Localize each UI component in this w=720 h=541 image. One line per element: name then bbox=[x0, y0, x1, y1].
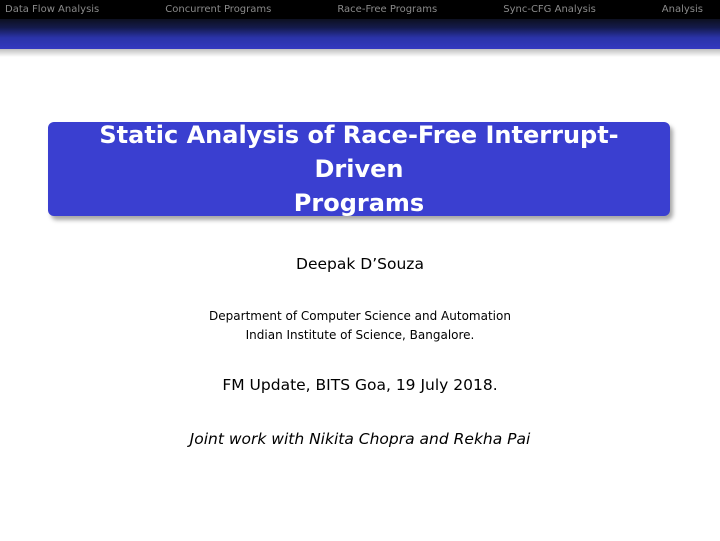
nav-item-concurrent-programs[interactable]: Concurrent Programs bbox=[165, 4, 272, 15]
header-gradient-band bbox=[0, 19, 720, 49]
header-band-shadow bbox=[0, 49, 720, 57]
nav-item-race-free-programs[interactable]: Race-Free Programs bbox=[337, 4, 438, 15]
section-navbar bbox=[0, 0, 720, 19]
nav-item-analysis[interactable]: Analysis bbox=[661, 4, 703, 15]
slide-title-line-1: Static Analysis of Race-Free Interrupt-Driven bbox=[99, 121, 619, 183]
slide-title bbox=[64, 118, 654, 220]
author-name: Deepak D’Souza bbox=[296, 255, 424, 273]
affiliation-department: Department of Computer Science and Automation bbox=[209, 309, 511, 323]
title-box bbox=[48, 122, 670, 216]
joint-work-credit: Joint work with Nikita Chopra and Rekha Pai bbox=[189, 430, 531, 448]
nav-item-sync-cfg-analysis[interactable]: Sync-CFG Analysis bbox=[503, 4, 596, 15]
affiliation-institute: Indian Institute of Science, Bangalore. bbox=[245, 328, 475, 342]
event-info: FM Update, BITS Goa, 19 July 2018. bbox=[222, 376, 498, 394]
nav-item-data-flow-analysis[interactable]: Data Flow Analysis bbox=[5, 4, 100, 15]
slide-title-line-2: Programs bbox=[293, 189, 425, 217]
